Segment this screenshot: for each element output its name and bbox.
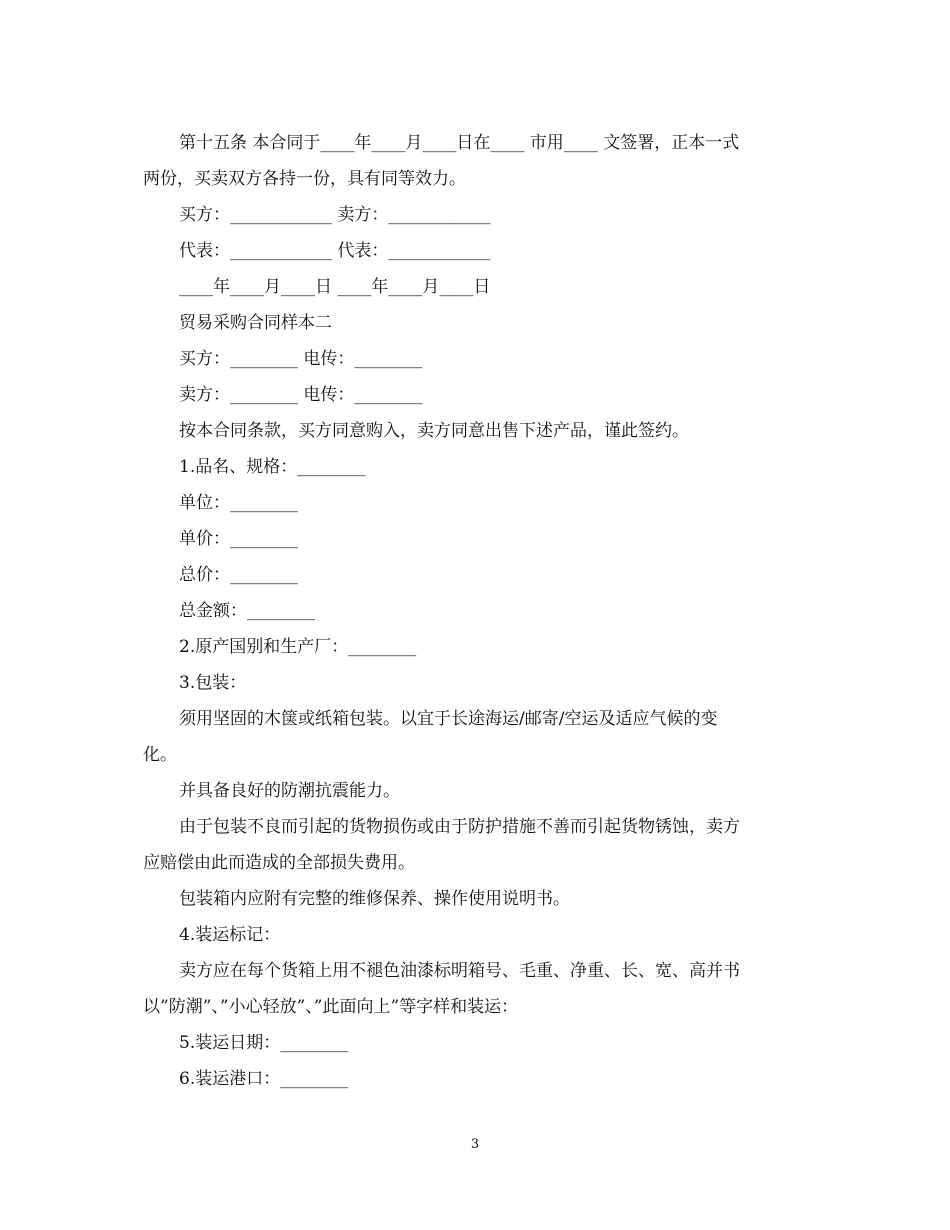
- paragraph-line: 2.原产国别和生产厂：________: [179, 637, 417, 657]
- paragraph-line: 应赔偿由此而造成的全部损失费用。: [143, 853, 415, 873]
- page-number: 3: [470, 1137, 480, 1152]
- paragraph-line: 单位：________: [179, 493, 298, 513]
- paragraph-line: 单价：________: [179, 529, 298, 549]
- paragraph-line: 两份，买卖双方各持一份，具有同等效力。: [143, 169, 466, 189]
- paragraph-line: 贸易采购合同样本二: [179, 313, 332, 333]
- paragraph-line: 3.包装：: [179, 673, 247, 693]
- paragraph-line: 第十五条 本合同于____年____月____日在____ 市用____ 文签署，正本一式: [179, 133, 740, 153]
- paragraph-line: 总金额：________: [179, 601, 315, 621]
- paragraph-line: 化。: [143, 745, 177, 765]
- paragraph-line: 5.装运日期：________: [179, 1033, 349, 1053]
- paragraph-line: 包装箱内应附有完整的维修保养、操作使用说明书。: [179, 889, 570, 909]
- paragraph-line: 卖方：________ 电传：________: [179, 385, 423, 405]
- paragraph-line: 由于包装不良而引起的货物损伤或由于防护措施不善而引起货物锈蚀，卖方: [179, 817, 740, 837]
- paragraph-line: 以”防潮”、”小心轻放”、”此面向上”等字样和装运：: [143, 997, 519, 1017]
- paragraph-line: 买方：____________ 卖方：____________: [179, 205, 491, 225]
- paragraph-line: 卖方应在每个货箱上用不褪色油漆标明箱号、毛重、净重、长、宽、高并书: [179, 961, 740, 981]
- paragraph-line: 4.装运标记：: [179, 925, 281, 945]
- paragraph-line: 须用坚固的木箧或纸箱包装。以宜于长途海运/邮寄/空运及适应气候的变: [179, 709, 718, 729]
- paragraph-line: 总价：________: [179, 565, 298, 585]
- paragraph-line: 1.品名、规格：________: [179, 457, 366, 477]
- paragraph-line: 按本合同条款，买方同意购入，卖方同意出售下述产品，谨此签约。: [179, 421, 689, 441]
- paragraph-line: 并具备良好的防潮抗震能力。: [179, 781, 400, 801]
- paragraph-line: 6.装运港口：________: [179, 1069, 349, 1089]
- paragraph-line: 买方：________ 电传：________: [179, 349, 423, 369]
- document-body: [143, 125, 803, 1097]
- paragraph-line: 代表：____________ 代表：____________: [179, 241, 491, 261]
- paragraph-line: ____年____月____日 ____年____月____日: [179, 277, 491, 297]
